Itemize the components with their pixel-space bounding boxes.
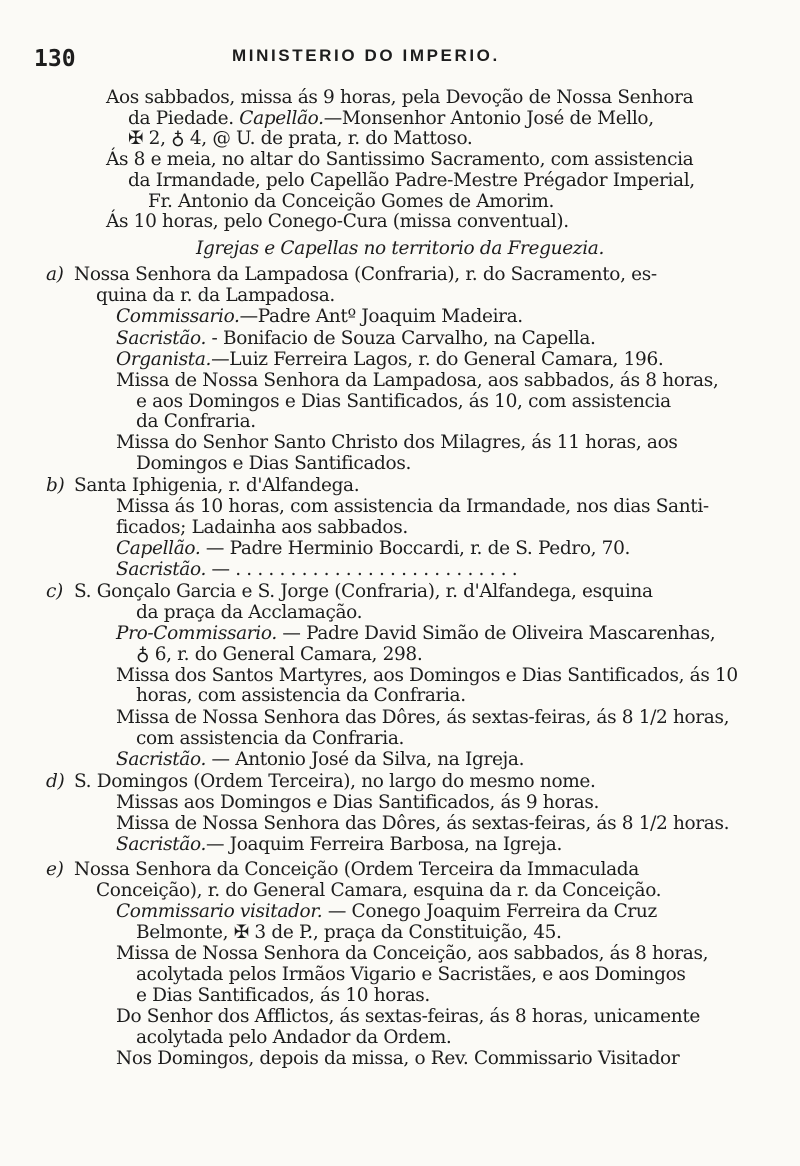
text-line: com assistencia da Confraria. [136,728,405,749]
text-line: Conceição), r. do General Camara, esquina da r. da Conceição. [96,880,662,901]
role-label: Pro-Commissario. [116,623,277,644]
text-line: ficados; Ladainha aos sabbados. [116,517,408,538]
role-label: Sacristão. [116,559,206,580]
text-line: e Dias Santificados, ás 10 horas. [136,985,430,1006]
text-line [116,833,562,857]
text-line: Santa Iphigenia, r. d'Alfandega. [74,475,360,496]
role-label: Organista. [116,349,212,370]
text-fragment: —Luiz Ferreira Lagos, r. do General Camara, 196. [211,349,664,370]
role-label: Commissario. [116,306,240,327]
text-line: Missa dos Santos Martyres, aos Domingos e Dias Santificados, ás 10 [116,665,738,686]
text-line: Belmonte, ✠ 3 de P., praça da Constituição, 45. [136,922,562,943]
text-line: Ás 10 horas, pelo Conego-Cura (missa conventual). [106,211,569,232]
text-line: Missa de Nossa Senhora da Lampadosa, aos sabbados, ás 8 horas, [116,370,719,391]
entry-marker: a) [46,264,64,285]
text-line: acolytada pelo Andador da Ordem. [136,1027,452,1048]
text-fragment: — Antonio José da Silva, na Igreja. [205,749,525,770]
text-line: Missas aos Domingos e Dias Santificados, ás 9 horas. [116,792,599,813]
text-fragment: —Padre Antº Joaquim Madeira. [239,306,523,327]
text-line: Missa de Nossa Senhora das Dôres, ás sextas-feiras, ás 8 1/2 horas. [116,813,730,834]
text-line: da praça da Acclamação. [136,602,363,623]
section-title: Igrejas e Capellas no territorio da Freguezia. [196,238,604,259]
text-line: Missa de Nossa Senhora da Conceição, aos sabbados, ás 8 horas, [116,943,709,964]
text-line [116,558,517,582]
text-line: ✠ 2, ♁ 4, @ U. de prata, r. do Mattoso. [128,128,473,149]
text-line: Ás 8 e meia, no altar do Santissimo Sacramento, com assistencia [106,149,694,170]
text-line: Missa ás 10 horas, com assistencia da Irmandade, nos dias Santi- [116,496,709,517]
role-label: Capellão. [116,538,201,559]
text-line: Nos Domingos, depois da missa, o Rev. Commissario Visitador [116,1048,680,1069]
text-line: Do Senhor dos Afflictos, ás sextas-feiras, ás 8 horas, unicamente [116,1006,701,1027]
entry-marker: d) [46,771,65,792]
entry-marker: c) [46,581,63,602]
text-fragment: da Piedade. [128,108,240,129]
text-line: S. Gonçalo Garcia e S. Jorge (Confraria), r. d'Alfandega, esquina [74,581,653,602]
text-line: e aos Domingos e Dias Santificados, ás 10, com assistencia [136,391,671,412]
text-line: Missa de Nossa Senhora das Dôres, ás sextas-feiras, ás 8 1/2 horas, [116,707,730,728]
text-fragment: - Bonifacio de Souza Carvalho, na Capella. [205,328,596,349]
text-line: Missa do Senhor Santo Christo dos Milagres, ás 11 horas, aos [116,432,678,453]
role-label: Sacristão. [116,749,206,770]
text-line: S. Domingos (Ordem Terceira), no largo do mesmo nome. [74,771,596,792]
text-line: Aos sabbados, missa ás 9 horas, pela Devoção de Nossa Senhora [106,87,694,108]
text-line: acolytada pelos Irmãos Vigario e Sacristães, e aos Domingos [136,964,686,985]
entry-marker: b) [46,475,65,496]
text-fragment: — Conego Joaquim Ferreira da Cruz [322,901,657,922]
text-line [116,748,524,772]
text-line: ♁ 6, r. do General Camara, 298. [136,644,423,665]
page-header [0,44,800,74]
text-fragment: —Monsenhor Antonio José de Mello, [323,108,654,129]
text-line: da Confraria. [136,411,256,432]
role-label: Commissario visitador. [116,901,323,922]
text-line: quina da r. da Lampadosa. [96,285,335,306]
text-line: horas, com assistencia da Confraria. [136,685,466,706]
entry-marker: e) [46,859,64,880]
text-line: Domingos e Dias Santificados. [136,453,412,474]
running-title: MINISTERIO DO IMPERIO. [232,46,500,65]
text-line: da Irmandade, pelo Capellão Padre-Mestre Prégador Imperial, [128,170,695,191]
text-fragment: — Joaquim Ferreira Barbosa, na Igreja. [205,834,562,855]
text-line [116,305,523,329]
text-line: Fr. Antonio da Conceição Gomes de Amorim. [148,191,555,212]
text-line: Nossa Senhora da Conceição (Ordem Terceira da Immaculada [74,859,639,880]
text-line: Nossa Senhora da Lampadosa (Confraria), r. do Sacramento, es- [74,264,657,285]
text-fragment: — . . . . . . . . . . . . . . . . . . . . . . . . . . [205,559,518,580]
text-fragment: — Padre David Simão de Oliveira Mascarenhas, [276,623,716,644]
role-label: Sacristão. [116,834,206,855]
text-fragment: — Padre Herminio Boccardi, r. de S. Pedro, 70. [200,538,631,559]
role-label: Sacristão. [116,328,206,349]
label-capellao: Capellão. [239,108,324,129]
page-number: 130 [34,46,76,72]
